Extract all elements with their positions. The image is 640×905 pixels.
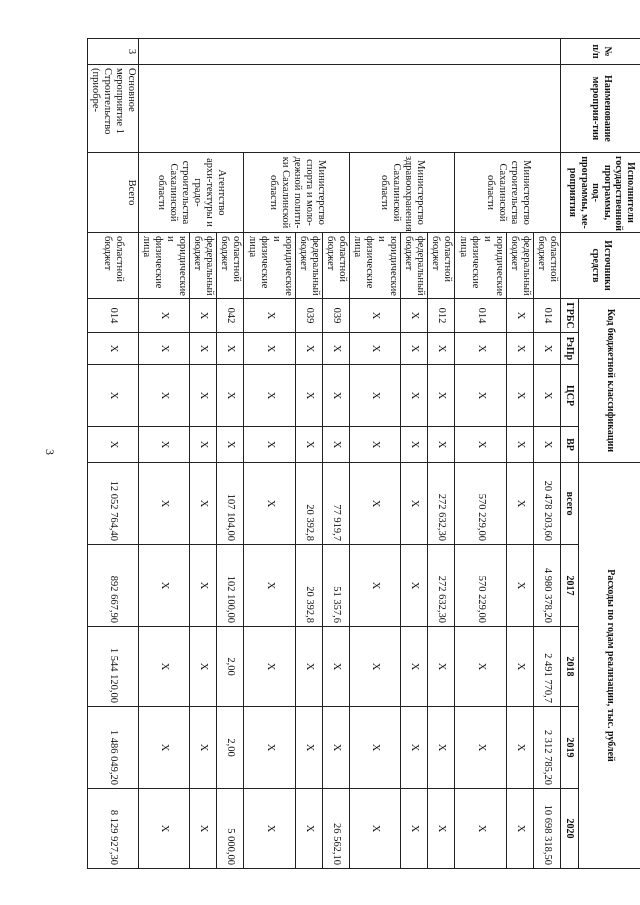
csr-cell: X xyxy=(401,365,428,427)
rzpr-cell: X xyxy=(455,333,506,365)
grbs-cell: X xyxy=(139,299,190,333)
rzpr-cell: X xyxy=(217,333,244,365)
total-cell: 272 632,30 xyxy=(428,463,455,545)
source-cell: юридические и физические лица xyxy=(455,233,506,299)
grbs-cell: 012 xyxy=(428,299,455,333)
vr-cell: X xyxy=(455,427,506,463)
header-num: № п/п xyxy=(561,39,640,65)
y2018-cell: X xyxy=(401,627,428,707)
total-cell: X xyxy=(506,463,533,545)
grbs-cell: X xyxy=(506,299,533,333)
y2017-cell: 51 357,6 xyxy=(322,545,349,627)
source-cell: областной бюджет xyxy=(428,233,455,299)
source-cell: областной бюджет xyxy=(322,233,349,299)
rzpr-cell: X xyxy=(428,333,455,365)
csr-cell: X xyxy=(217,365,244,427)
table-row xyxy=(217,39,244,869)
csr-cell: X xyxy=(506,365,533,427)
vr-cell: X xyxy=(322,427,349,463)
source-cell: областной бюджет xyxy=(87,233,138,299)
vr-cell: X xyxy=(139,427,190,463)
budget-table-rotated xyxy=(89,38,640,868)
y2019-cell: X xyxy=(190,707,217,789)
rzpr-cell: X xyxy=(506,333,533,365)
total-cell: X xyxy=(190,463,217,545)
y2019-cell: 2 312 785,20 xyxy=(533,707,560,789)
rzpr-cell: X xyxy=(322,333,349,365)
y2017-cell: X xyxy=(190,545,217,627)
page-number: 3 xyxy=(43,449,57,455)
header-grbs: ГРБС xyxy=(561,299,579,333)
rzpr-cell: X xyxy=(139,333,190,365)
y2020-cell: X xyxy=(428,789,455,869)
y2018-cell: 2,00 xyxy=(217,627,244,707)
total-cell: 20 392,8 xyxy=(295,463,322,545)
table-row xyxy=(533,39,560,869)
y2019-cell: X xyxy=(322,707,349,789)
csr-cell: X xyxy=(244,365,295,427)
vr-cell: X xyxy=(190,427,217,463)
y2018-cell: X xyxy=(428,627,455,707)
y2018-cell: X xyxy=(506,627,533,707)
rzpr-cell: X xyxy=(350,333,401,365)
source-cell: областной бюджет xyxy=(217,233,244,299)
y2017-cell: 102 100,00 xyxy=(217,545,244,627)
total-cell: X xyxy=(244,463,295,545)
y2020-cell: X xyxy=(401,789,428,869)
grbs-cell: 014 xyxy=(87,299,138,333)
budget-table xyxy=(87,38,640,869)
vr-cell: X xyxy=(295,427,322,463)
header-sources: Источники средств xyxy=(561,233,640,299)
csr-cell: X xyxy=(87,365,138,427)
y2019-cell: 2,00 xyxy=(217,707,244,789)
num-cell: 3 xyxy=(87,39,138,65)
y2020-cell: X xyxy=(455,789,506,869)
name-cell: Основное мероприятие 1 Строительство (приобре- xyxy=(87,65,138,153)
y2017-cell: 4 980 378,20 xyxy=(533,545,560,627)
source-cell: юридические и физические лица xyxy=(350,233,401,299)
total-cell: 77 919,7 xyxy=(322,463,349,545)
y2018-cell: X xyxy=(322,627,349,707)
total-cell: 107 104,00 xyxy=(217,463,244,545)
y2017-cell: X xyxy=(506,545,533,627)
y2018-cell: X xyxy=(455,627,506,707)
y2017-cell: 892 667,90 xyxy=(87,545,138,627)
y2017-cell: 570 229,00 xyxy=(455,545,506,627)
csr-cell: X xyxy=(428,365,455,427)
header-budget-code: Код бюджетной классификации xyxy=(579,299,640,463)
grbs-cell: 042 xyxy=(217,299,244,333)
executor-cell: Всего xyxy=(87,153,138,233)
y2017-cell: 272 632,30 xyxy=(428,545,455,627)
y2019-cell: 1 486 049,20 xyxy=(87,707,138,789)
rzpr-cell: X xyxy=(533,333,560,365)
y2020-cell: 5 000,00 xyxy=(217,789,244,869)
rzpr-cell: X xyxy=(244,333,295,365)
csr-cell: X xyxy=(455,365,506,427)
total-cell: 12 052 764,40 xyxy=(87,463,138,545)
source-cell: федеральный бюджет xyxy=(295,233,322,299)
header-expenses: Расходы по годам реализации, тыс. рублей xyxy=(579,463,640,869)
vr-cell: X xyxy=(217,427,244,463)
header-executors: Исполнители государственной программы, под-программы, ме-роприятия xyxy=(561,153,640,233)
grbs-cell: X xyxy=(401,299,428,333)
y2018-cell: 2 491 770,7 xyxy=(533,627,560,707)
y2018-cell: 1 544 120,00 xyxy=(87,627,138,707)
y2019-cell: X xyxy=(244,707,295,789)
grbs-cell: X xyxy=(244,299,295,333)
y2020-cell: 10 698 318,50 xyxy=(533,789,560,869)
header-2019: 2019 xyxy=(561,707,579,789)
executor-cell: Министерство здравоохранения Сахалинской области xyxy=(350,153,456,233)
source-cell: федеральный бюджет xyxy=(190,233,217,299)
y2018-cell: X xyxy=(350,627,401,707)
rzpr-cell: X xyxy=(295,333,322,365)
rzpr-cell: X xyxy=(401,333,428,365)
vr-cell: X xyxy=(428,427,455,463)
header-total: всего xyxy=(561,463,579,545)
y2019-cell: X xyxy=(350,707,401,789)
y2017-cell: X xyxy=(401,545,428,627)
y2019-cell: X xyxy=(295,707,322,789)
source-cell: федеральный бюджет xyxy=(401,233,428,299)
table-row xyxy=(87,39,138,869)
rzpr-cell: X xyxy=(87,333,138,365)
y2020-cell: 8 129 927,30 xyxy=(87,789,138,869)
csr-cell: X xyxy=(533,365,560,427)
y2019-cell: X xyxy=(401,707,428,789)
y2019-cell: X xyxy=(428,707,455,789)
y2020-cell: X xyxy=(295,789,322,869)
y2018-cell: X xyxy=(244,627,295,707)
grbs-cell: X xyxy=(190,299,217,333)
table-row xyxy=(428,39,455,869)
y2020-cell: X xyxy=(244,789,295,869)
y2020-cell: X xyxy=(139,789,190,869)
csr-cell: X xyxy=(295,365,322,427)
vr-cell: X xyxy=(350,427,401,463)
header-name: Наименование мероприя-тия xyxy=(561,65,640,153)
y2017-cell: 20 392,8 xyxy=(295,545,322,627)
y2020-cell: X xyxy=(506,789,533,869)
rzpr-cell: X xyxy=(190,333,217,365)
y2019-cell: X xyxy=(139,707,190,789)
vr-cell: X xyxy=(87,427,138,463)
source-cell: юридические и физические лица xyxy=(139,233,190,299)
y2020-cell: X xyxy=(190,789,217,869)
executor-cell: Министерство спорта и моло-дежной полити-ки Сахалинской области xyxy=(244,153,350,233)
y2018-cell: X xyxy=(295,627,322,707)
total-cell: X xyxy=(350,463,401,545)
y2019-cell: X xyxy=(506,707,533,789)
grbs-cell: 039 xyxy=(322,299,349,333)
y2020-cell: X xyxy=(350,789,401,869)
executor-cell: Министерство строительства Сахалинской области xyxy=(455,153,561,233)
vr-cell: X xyxy=(506,427,533,463)
source-cell: областной бюджет xyxy=(533,233,560,299)
y2017-cell: X xyxy=(139,545,190,627)
y2017-cell: X xyxy=(350,545,401,627)
y2018-cell: X xyxy=(190,627,217,707)
table-row xyxy=(322,39,349,869)
header-vr: ВР xyxy=(561,427,579,463)
header-rzpr: РзПр xyxy=(561,333,579,365)
vr-cell: X xyxy=(244,427,295,463)
grbs-cell: 039 xyxy=(295,299,322,333)
source-cell: федеральный бюджет xyxy=(506,233,533,299)
header-2018: 2018 xyxy=(561,627,579,707)
y2017-cell: X xyxy=(244,545,295,627)
total-cell: X xyxy=(139,463,190,545)
total-cell: 20 478 203,60 xyxy=(533,463,560,545)
executor-cell: Агентство архи-тектуры и градо-строительства Сахалинской области xyxy=(139,153,245,233)
grbs-cell: 014 xyxy=(455,299,506,333)
header-2017: 2017 xyxy=(561,545,579,627)
num-cell xyxy=(139,39,561,65)
csr-cell: X xyxy=(139,365,190,427)
csr-cell: X xyxy=(322,365,349,427)
name-cell xyxy=(139,65,561,153)
vr-cell: X xyxy=(401,427,428,463)
grbs-cell: X xyxy=(350,299,401,333)
y2020-cell: 26 562,10 xyxy=(322,789,349,869)
source-cell: юридические и физические лица xyxy=(244,233,295,299)
y2019-cell: X xyxy=(455,707,506,789)
csr-cell: X xyxy=(350,365,401,427)
y2018-cell: X xyxy=(139,627,190,707)
csr-cell: X xyxy=(190,365,217,427)
header-csr: ЦСР xyxy=(561,365,579,427)
total-cell: 570 229,00 xyxy=(455,463,506,545)
total-cell: X xyxy=(401,463,428,545)
header-2020: 2020 xyxy=(561,789,579,869)
grbs-cell: 014 xyxy=(533,299,560,333)
vr-cell: X xyxy=(533,427,560,463)
